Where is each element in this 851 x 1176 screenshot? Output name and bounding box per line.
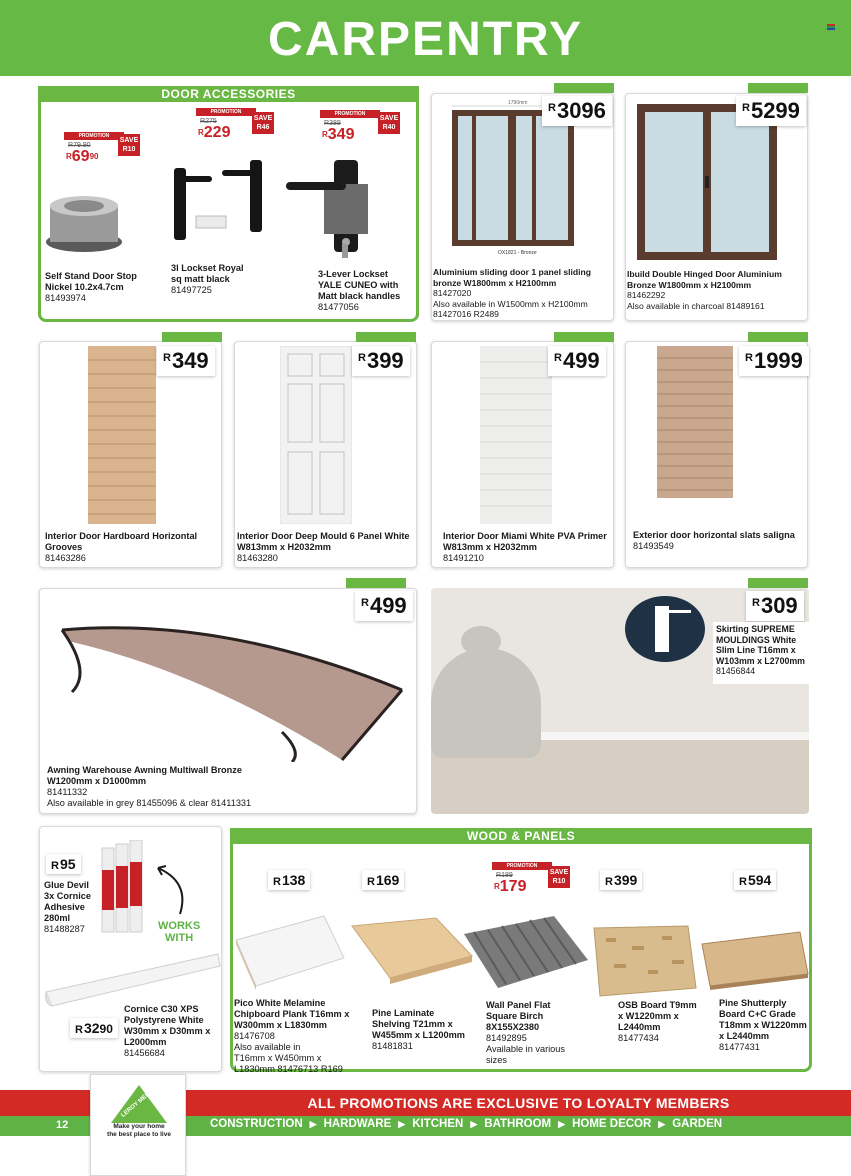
arrow-right-icon: ▶ <box>470 1119 478 1129</box>
exterior-door-desc: Exterior door horizontal slats saligna 81493549 <box>633 530 795 551</box>
plush-toy-image <box>431 648 541 758</box>
miami-door-image <box>480 346 552 524</box>
promo-price-wall-panel: PROMOTION R189 $^R$179 <box>492 862 552 895</box>
price-tag-pico: $^R$138 <box>268 870 310 890</box>
category-hardware[interactable]: HARDWARE <box>323 1118 392 1130</box>
save-badge-lockset-royal: SAVE R46 <box>252 112 274 134</box>
awning-image <box>52 612 412 762</box>
wall-panel-desc: Wall Panel Flat Square Birch 8X155X2380 81492895 Available in various sizes <box>486 1000 565 1065</box>
promo-price-lockset-royal: PROMOTION R275 $^R$229 <box>196 108 256 141</box>
logo-brand-text: LEROY MERLIN <box>120 1085 159 1119</box>
price-tag-hinged-door: $^R$5299 <box>736 96 806 126</box>
cornice-desc: Cornice C30 XPS Polystyrene White W30mm x D30mm x L2000mm 81456684 <box>124 1004 211 1058</box>
hardboard-door-image <box>88 346 156 524</box>
category-construction[interactable]: CONSTRUCTION <box>210 1118 303 1130</box>
promo-price-door-stop: PROMOTION R79.90 $^R69^{90}$ <box>64 132 124 165</box>
card-tab <box>748 83 808 93</box>
price-tag-pine-laminate: $^R$169 <box>362 870 404 890</box>
6-panel-door-desc: Interior Door Deep Mould 6 Panel White W813mm x H2032mm 81463280 <box>237 531 410 563</box>
price-tag-miami-door: $^R$499 <box>548 346 606 376</box>
pico-desc: Pico White Melamine Chipboard Plank T16mm x W300mm x L1830mm 81476708 Also available in T16mm x W450mm x L1830mm 81476713 R169 <box>234 998 350 1074</box>
arrow-right-icon: ▶ <box>309 1119 317 1129</box>
width-dim-label: 1790mm <box>508 100 528 106</box>
promo-price-yale-lockset: PROMOTION R389 $^R$349 <box>320 110 380 143</box>
price-tag-exterior-door: $^R$1999 <box>739 346 809 376</box>
price-tag-cornice: $^R$3290 <box>70 1018 118 1038</box>
price-tag-osb: $^R$399 <box>600 870 642 890</box>
flag-icon <box>827 24 835 30</box>
price-tag-hardboard-door: $^R$349 <box>157 346 215 376</box>
skirting-profile-image <box>625 596 705 662</box>
works-with-label: WORKS WITH <box>158 920 201 944</box>
price-tag-6-panel-door: $^R$399 <box>352 346 410 376</box>
price-tag-awning: $^R$499 <box>355 591 413 621</box>
shutterply-desc: Pine Shutterply Board C+C Grade T18mm x W1220mm x L2440mm 81477431 <box>719 998 807 1052</box>
osb-board-image <box>592 924 698 998</box>
page-number: 12 <box>56 1119 69 1131</box>
shutterply-board-image <box>700 930 810 990</box>
loyalty-text: ALL PROMOTIONS ARE EXCLUSIVE TO LOYALTY MEMBERS <box>307 1095 730 1111</box>
card-tab <box>554 83 614 93</box>
category-bathroom[interactable]: BATHROOM <box>484 1118 552 1130</box>
category-nav <box>210 1118 722 1130</box>
card-tab <box>748 578 808 588</box>
price-tag-skirting: $^R$309 <box>746 591 804 621</box>
skirting-desc: Skirting SUPREME MOULDINGS White Slim Line T16mm x W103mm x L2700mm 81456844 <box>716 624 805 676</box>
door-accessories-title: DOOR ACCESSORIES <box>38 86 419 102</box>
pine-shelf-image <box>350 916 474 986</box>
save-badge-door-stop: SAVE R10 <box>118 134 140 156</box>
hardboard-door-desc: Interior Door Hardboard Horizontal Grooves 81463286 <box>45 531 198 563</box>
sliding-door-desc: Aluminium sliding door 1 panel sliding bronze W1800mm x H2100mm 81427020 Also available in W1500mm x H2100mm 81427016 R2489 <box>433 267 592 319</box>
arrow-right-icon: ▶ <box>558 1119 566 1129</box>
miami-door-desc: Interior Door Miami White PVA Primer W813mm x H2032mm 81491210 <box>443 531 607 563</box>
door-handle-image <box>166 158 286 250</box>
wall-panel-image <box>462 912 590 992</box>
door-stop-image <box>44 192 124 256</box>
save-badge-yale-lockset: SAVE R40 <box>378 112 400 134</box>
category-garden[interactable]: GARDEN <box>672 1118 723 1130</box>
logo-tagline: Make your home the best place to live <box>107 1123 171 1138</box>
door-stop-desc: Self Stand Door Stop Nickel 10.2x4.7cm 81493974 <box>45 271 137 303</box>
arrow-right-icon: ▶ <box>398 1119 406 1129</box>
card-tab <box>554 332 614 342</box>
yale-lockset-desc: 3-Lever Lockset YALE CUNEO with Matt black handles 81477056 <box>318 269 401 312</box>
hinged-door-desc: Ibuild Double Hinged Door Aluminium Bronze W1800mm x H2100mm 81462292 Also available in charcoal 81489161 <box>627 269 782 311</box>
arrow-right-icon: ▶ <box>658 1119 666 1129</box>
category-home-decor[interactable]: HOME DECOR <box>572 1118 652 1130</box>
card-tab <box>162 332 222 342</box>
curved-arrow-icon <box>150 862 190 916</box>
category-kitchen[interactable]: KITCHEN <box>412 1118 464 1130</box>
price-tag-shutterply: $^R$594 <box>734 870 776 890</box>
model-label: OX1821 - Bronze <box>498 250 537 256</box>
awning-desc: Awning Warehouse Awning Multiwall Bronze W1200mm x D1000mm 81411332 Also available in grey 81455096 & clear 81411331 <box>47 765 252 808</box>
6-panel-door-image <box>280 346 352 524</box>
card-tab <box>356 332 416 342</box>
wood-panels-title: WOOD & PANELS <box>230 828 812 844</box>
page-title: CARPENTRY <box>268 13 583 66</box>
lockset-royal-desc: 3l Lockset Royal sq matt black 81497725 <box>171 263 244 295</box>
card-tab <box>346 578 406 588</box>
exterior-door-image <box>657 346 733 498</box>
glue-desc: Glue Devil 3x Cornice Adhesive 280ml 81488287 <box>44 880 91 934</box>
osb-desc: OSB Board T9mm x W1220mm x L2440mm 81477434 <box>618 1000 697 1043</box>
pine-laminate-desc: Pine Laminate Shelving T21mm x W455mm x L1200mm 81481831 <box>372 1008 465 1051</box>
save-badge-wall-panel: SAVE R10 <box>548 866 570 888</box>
card-tab <box>748 332 808 342</box>
melamine-plank-image <box>234 910 346 992</box>
price-tag-glue: $^R$95 <box>46 854 81 874</box>
lever-lockset-image <box>284 156 384 260</box>
adhesive-tubes-image <box>100 840 144 934</box>
page-header <box>0 0 851 76</box>
price-tag-sliding-door: $^R$3096 <box>542 96 612 126</box>
brand-logo-box[interactable] <box>90 1074 186 1176</box>
